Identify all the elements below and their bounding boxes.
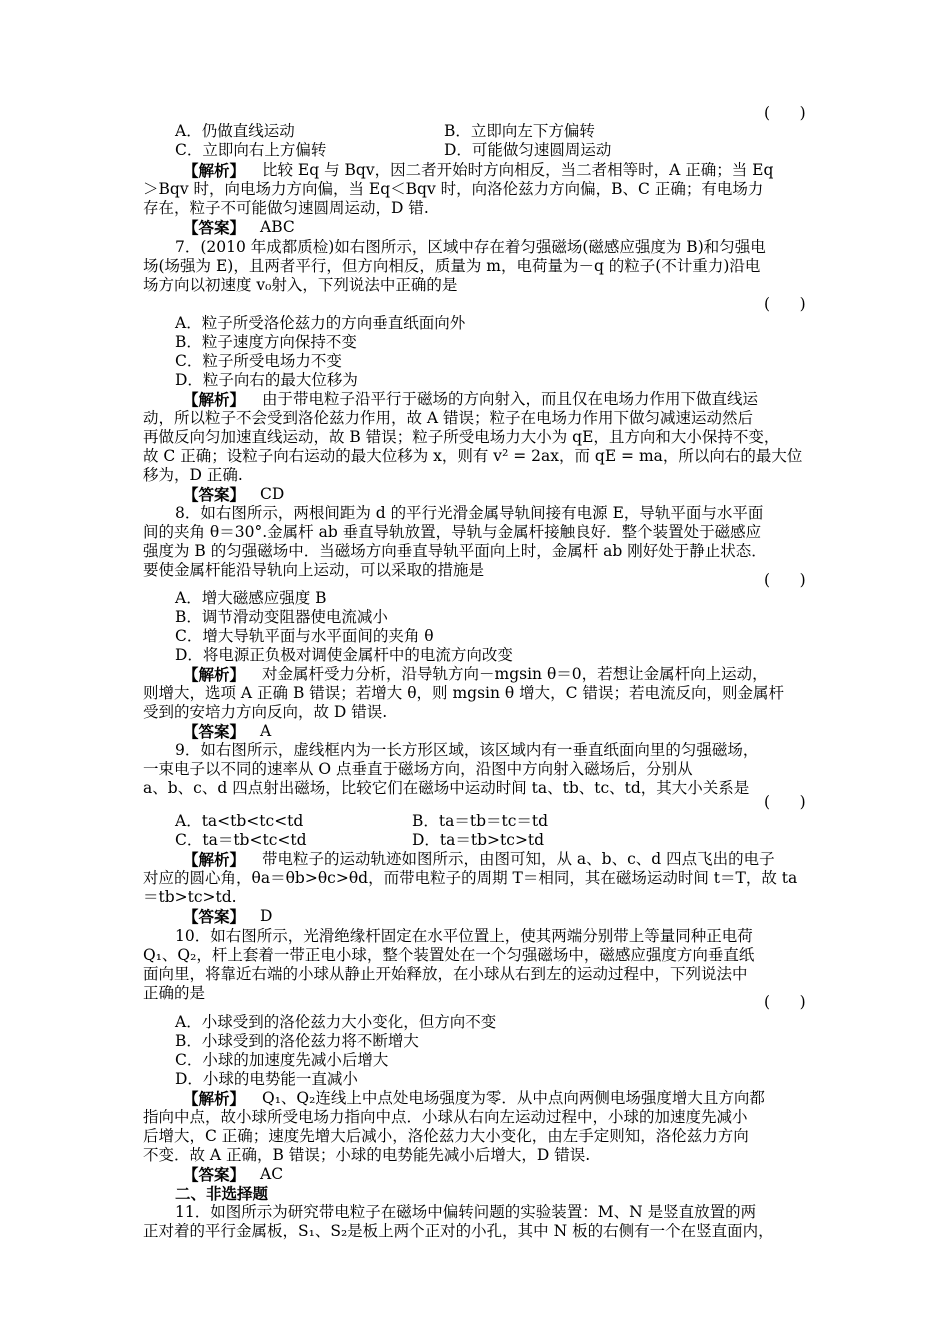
q8-option-c: C．增大导轨平面与水平面间的夹角 θ: [175, 627, 434, 645]
q6-analysis-line-3: 存在，粒子不可能做匀速圆周运动，D 错.: [143, 199, 429, 217]
q9-option-c: C．ta＝tb<tc<td: [175, 831, 307, 849]
q10-stem-line-1: 10．如右图所示，光滑绝缘杆固定在水平位置上，使其两端分别带上等量同种正电荷: [175, 927, 753, 945]
q8-answer-label: 【答案】: [183, 722, 246, 741]
q10-answer-label: 【答案】: [183, 1165, 246, 1184]
q7-answer-label: 【答案】: [183, 485, 246, 504]
q7-analysis-line-2: 动，所以粒子不会受到洛伦兹力作用，故 A 错误；粒子在电场力作用下做匀减速运动然后: [143, 409, 754, 427]
q9-analysis-label: 【解析】: [183, 850, 246, 869]
q9-stem-line-3: a、b、c、d 四点射出磁场，比较它们在磁场中运动时间 ta、tb、tc、td，其大小关系是: [143, 779, 750, 797]
q10-option-a: A．小球受到的洛伦兹力大小变化，但方向不变: [175, 1013, 497, 1031]
q6-option-c: C．立即向右上方偏转: [175, 141, 327, 159]
q8-option-a: A．增大磁感应强度 B: [175, 589, 327, 607]
q7-analysis-line-1: 由于带电粒子沿平行于磁场的方向射入，而且仅在电场力作用下做直线运: [262, 390, 759, 408]
q9-stem-line-2: 一束电子以不同的速率从 O 点垂直于磁场方向，沿图中方向射入磁场后，分别从: [143, 760, 693, 778]
q7-option-b: B．粒子速度方向保持不变: [175, 333, 357, 351]
q7-analysis-line-3: 再做反向匀加速直线运动，故 B 错误；粒子所受电场力大小为 qE，且方向和大小保持不变，: [143, 428, 780, 446]
answer-bracket: ( ): [764, 104, 806, 122]
q10-analysis-line-3: 后增大，C 正确；速度先增大后减小，洛伦兹力大小变化，由左手定则知，洛伦兹力方向: [143, 1127, 749, 1145]
q9-stem-line-1: 9．如右图所示，虚线框内为一长方形区域，该区域内有一垂直纸面向里的匀强磁场，: [175, 741, 759, 759]
answer-bracket: ( ): [764, 295, 806, 313]
q8-analysis-line-3: 受到的安培力方向反向，故 D 错误.: [143, 703, 388, 721]
q8-analysis-label: 【解析】: [183, 665, 246, 684]
q8-stem-line-1: 8．如右图所示，两根间距为 d 的平行光滑金属导轨间接有电源 E，导轨平面与水平面: [175, 504, 764, 522]
q6-option-a: A．仍做直线运动: [175, 122, 295, 140]
q10-stem-line-3: 面向里，将靠近右端的小球从静止开始释放，在小球从右到左的运动过程中，下列说法中: [143, 965, 748, 983]
answer-bracket: ( ): [764, 993, 806, 1011]
q8-stem-line-3: 强度为 B 的匀强磁场中．当磁场方向垂直导轨平面向上时，金属杆 ab 刚好处于静止状态．: [143, 542, 767, 560]
answer-bracket: ( ): [764, 571, 806, 589]
q8-stem-line-4: 要使金属杆能沿导轨向上运动，可以采取的措施是: [143, 561, 485, 579]
q6-answer-label: 【答案】: [183, 218, 246, 237]
q9-option-b: B．ta＝tb＝tc＝td: [412, 812, 549, 830]
q9-analysis-line-2: 对应的圆心角，θa＝θb>θc>θd，而带电粒子的周期 T＝相同，其在磁场运动时间 t＝T，故 ta: [143, 869, 798, 887]
q7-stem-line-2: 场(场强为 E)，且两者平行，但方向相反，质量为 m，电荷量为－q 的粒子(不计重力)沿电: [143, 257, 761, 275]
q9-answer-label: 【答案】: [183, 907, 246, 926]
q6-answer: ABC: [260, 218, 295, 236]
section-heading: 二、非选择题: [175, 1184, 269, 1203]
q9-analysis-line-1: 带电粒子的运动轨迹如图所示，由图可知，从 a、b、c、d 四点飞出的电子: [262, 850, 775, 868]
q7-stem-line-3: 场方向以初速度 v₀射入，下列说法中正确的是: [143, 276, 458, 294]
q7-analysis-line-5: 移为，D 正确.: [143, 466, 243, 484]
q6-option-b: B．立即向左下方偏转: [444, 122, 595, 140]
q9-option-a: A．ta<tb<tc<td: [175, 812, 304, 830]
q7-analysis-line-4: 故 C 正确；设粒子向右运动的最大位移为 x，则有 v² = 2ax，而 qE = ma，所以向右的最大位: [143, 447, 803, 465]
q6-analysis-line-2: ＞Bqv 时，向电场力方向偏，当 Eq＜Bqv 时，向洛伦兹力方向偏，B、C 正确；有电场力: [143, 180, 764, 198]
q8-analysis-line-2: 则增大，选项 A 正确 B 错误；若增大 θ，则 mgsin θ 增大，C 错误；若电流反向，则金属杆: [143, 684, 784, 702]
q10-analysis-label: 【解析】: [183, 1089, 246, 1108]
q10-answer: AC: [260, 1165, 284, 1183]
answer-bracket: ( ): [764, 793, 806, 811]
q8-answer: A: [260, 722, 272, 740]
q10-option-c: C．小球的加速度先减小后增大: [175, 1051, 389, 1069]
q10-analysis-line-4: 不变．故 A 正确，B 错误；小球的电势能先减小后增大，D 错误.: [143, 1146, 591, 1164]
q11-stem-line-2: 正对着的平行金属板，S₁、S₂是板上两个正对的小孔，其中 N 板的右侧有一个在竖直面内，: [143, 1222, 774, 1240]
q10-option-d: D．小球的电势能一直减小: [175, 1070, 358, 1088]
q8-option-d: D．将电源正负极对调使金属杆中的电流方向改变: [175, 646, 513, 664]
q7-option-c: C．粒子所受电场力不变: [175, 352, 342, 370]
q9-analysis-line-3: ＝tb>tc>td.: [143, 888, 237, 906]
q10-analysis-line-2: 指向中点，故小球所受电场力指向中点．小球从右向左运动过程中，小球的加速度先减小: [143, 1108, 748, 1126]
q7-answer: CD: [260, 485, 285, 503]
q11-stem-line-1: 11．如图所示为研究带电粒子在磁场中偏转问题的实验装置：M、N 是竖直放置的两: [175, 1203, 757, 1221]
q9-option-d: D．ta＝tb>tc>td: [412, 831, 545, 849]
q10-stem-line-4: 正确的是: [143, 984, 206, 1002]
q7-option-d: D．粒子向右的最大位移为: [175, 371, 358, 389]
q7-analysis-label: 【解析】: [183, 390, 246, 409]
q6-analysis-line-1: 比较 Eq 与 Bqv，因二者开始时方向相反，当二者相等时，A 正确；当 Eq: [262, 161, 774, 179]
q8-analysis-line-1: 对金属杆受力分析，沿导轨方向－mgsin θ＝0，若想让金属杆向上运动，: [262, 665, 768, 683]
q6-analysis-label: 【解析】: [183, 161, 246, 180]
q10-analysis-line-1: Q₁、Q₂连线上中点处电场强度为零．从中点向两侧电场强度增大且方向都: [262, 1089, 765, 1107]
q8-stem-line-2: 间的夹角 θ＝30°.金属杆 ab 垂直导轨放置，导轨与金属杆接触良好．整个装置处于磁感应: [143, 523, 762, 541]
q8-option-b: B．调节滑动变阻器使电流减小: [175, 608, 388, 626]
q9-answer: D: [260, 907, 273, 925]
q10-option-b: B．小球受到的洛伦兹力将不断增大: [175, 1032, 419, 1050]
q7-option-a: A．粒子所受洛伦兹力的方向垂直纸面向外: [175, 314, 466, 332]
q10-stem-line-2: Q₁、Q₂，杆上套着一带正电小球，整个装置处在一个匀强磁场中，磁感应强度方向垂直纸: [143, 946, 755, 964]
q7-stem-line-1: 7．(2010 年成都质检)如右图所示，区域中存在着匀强磁场(磁感应强度为 B)和匀强电: [175, 238, 766, 256]
q6-option-d: D．可能做匀速圆周运动: [444, 141, 612, 159]
